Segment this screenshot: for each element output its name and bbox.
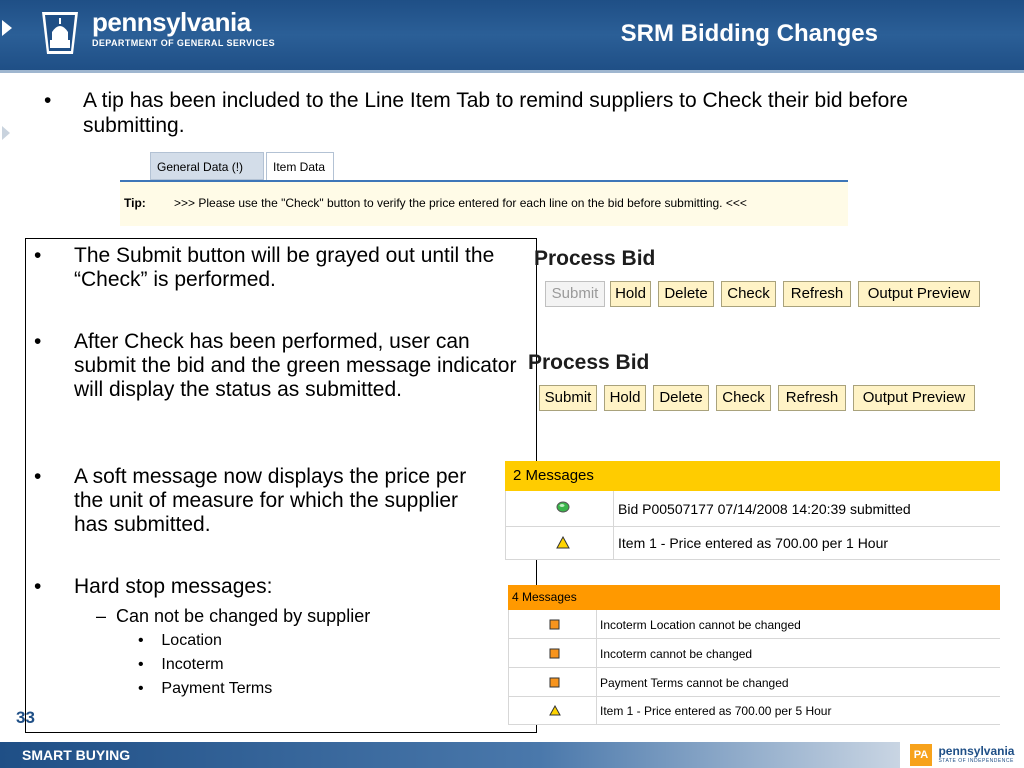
tab-general-data[interactable]: General Data (!) [150, 152, 264, 180]
footer-brand [910, 744, 1014, 766]
brand-name: pennsylvania [92, 7, 251, 37]
bullet-dot-icon: • [34, 575, 42, 598]
submit-button[interactable]: Submit [539, 385, 597, 411]
messages-header: 2 Messages [505, 461, 1000, 491]
messages-header: 4 Messages [508, 585, 1000, 610]
warning-icon [556, 536, 570, 549]
sub-sub-bullet-text: Payment Terms [161, 680, 273, 697]
footer-bar [0, 742, 900, 768]
warning-icon [549, 705, 561, 716]
bullet-dot-icon: • [138, 632, 162, 649]
sub-sub-bullet-text: Incoterm [161, 656, 224, 673]
header-arrow-icon [2, 20, 12, 36]
process-bid-title: Process Bid [534, 247, 656, 270]
delete-button[interactable]: Delete [653, 385, 709, 411]
column-divider [613, 527, 614, 560]
bullet-dot-icon: • [44, 89, 52, 112]
footer-label: SMART BUYING [22, 747, 131, 763]
bullet-text: After Check has been performed, user can submit the bid and the green message indicator will display the status as submitted. [74, 330, 517, 401]
intro-bullet-text: A tip has been included to the Line Item Tab to remind suppliers to Check their bid before submitting. [83, 89, 908, 137]
brand [92, 8, 275, 48]
message-row [505, 491, 1000, 527]
refresh-button[interactable]: Refresh [783, 281, 851, 307]
bullet-dot-icon: • [34, 244, 42, 267]
slide-footer [0, 740, 1024, 768]
bullet-text: A soft message now displays the price per the unit of measure for which the supplier has submitted. [74, 465, 467, 536]
bullet-text: The Submit button will be grayed out until the “Check” is performed. [74, 244, 495, 291]
messages-panel-2 [505, 461, 1000, 560]
success-icon [556, 501, 570, 513]
column-divider [596, 697, 597, 725]
submit-button-disabled: Submit [545, 281, 605, 307]
process-bid-title: Process Bid [528, 351, 650, 374]
column-divider [613, 491, 614, 527]
bullet-dot-icon: • [138, 680, 162, 697]
pa-keystone-icon: PA [910, 744, 932, 766]
message-text: Item 1 - Price entered as 700.00 per 1 Hour [618, 535, 889, 551]
brand-department: DEPARTMENT OF GENERAL SERVICES [92, 38, 276, 48]
check-button[interactable]: Check [716, 385, 771, 411]
page-number: 33 [16, 708, 35, 727]
column-divider [596, 639, 597, 668]
messages-panel-4 [508, 585, 1000, 725]
footer-brand-name: pennsylvania [938, 744, 1015, 758]
hold-button[interactable]: Hold [604, 385, 646, 411]
slide-title: SRM Bidding Changes [620, 20, 878, 47]
check-button[interactable]: Check [721, 281, 776, 307]
tip-label: Tip: [124, 196, 146, 210]
column-divider [596, 668, 597, 697]
delete-button[interactable]: Delete [658, 281, 714, 307]
capitol-keystone-logo [40, 10, 80, 56]
output-preview-button[interactable]: Output Preview [858, 281, 980, 307]
message-row [505, 527, 1000, 560]
bullet-dot-icon: • [34, 330, 42, 353]
bullet-text: Hard stop messages: [74, 575, 273, 598]
message-row [508, 610, 1000, 639]
slide-header [0, 0, 1024, 73]
message-text: Item 1 - Price entered as 700.00 per 5 Hour [600, 704, 832, 718]
error-icon [549, 619, 560, 630]
sub-sub-bullet [138, 654, 224, 676]
error-icon [549, 677, 560, 688]
message-row [508, 668, 1000, 697]
sub-bullet [96, 605, 370, 627]
message-text: Payment Terms cannot be changed [600, 676, 789, 690]
bullet-box [25, 238, 537, 733]
message-text: Incoterm Location cannot be changed [600, 618, 801, 632]
message-row [508, 639, 1000, 668]
error-icon [549, 648, 560, 659]
sub-sub-bullet [138, 630, 222, 652]
column-divider [596, 610, 597, 639]
bullet-dot-icon: • [138, 656, 162, 673]
refresh-button[interactable]: Refresh [778, 385, 846, 411]
tip-bar [120, 180, 848, 226]
sub-sub-bullet [138, 678, 272, 700]
side-arrow-icon [2, 126, 10, 140]
footer-brand-sub: STATE OF INDEPENDENCE [938, 758, 1014, 764]
tab-item-data[interactable]: Item Data [266, 152, 334, 180]
hold-button[interactable]: Hold [610, 281, 651, 307]
bullet-dot-icon: • [34, 465, 42, 488]
sub-bullet-text: Can not be changed by supplier [116, 606, 371, 626]
sub-bullet-dash: – [96, 606, 117, 626]
tip-text: >>> Please use the "Check" button to verify the price entered for each line on the bid before submitting. <<< [174, 196, 747, 210]
message-text: Bid P00507177 07/14/2008 14:20:39 submitted [618, 501, 911, 517]
sub-sub-bullet-text: Location [161, 632, 222, 649]
message-text: Incoterm cannot be changed [600, 647, 753, 661]
message-row [508, 697, 1000, 725]
output-preview-button[interactable]: Output Preview [853, 385, 975, 411]
